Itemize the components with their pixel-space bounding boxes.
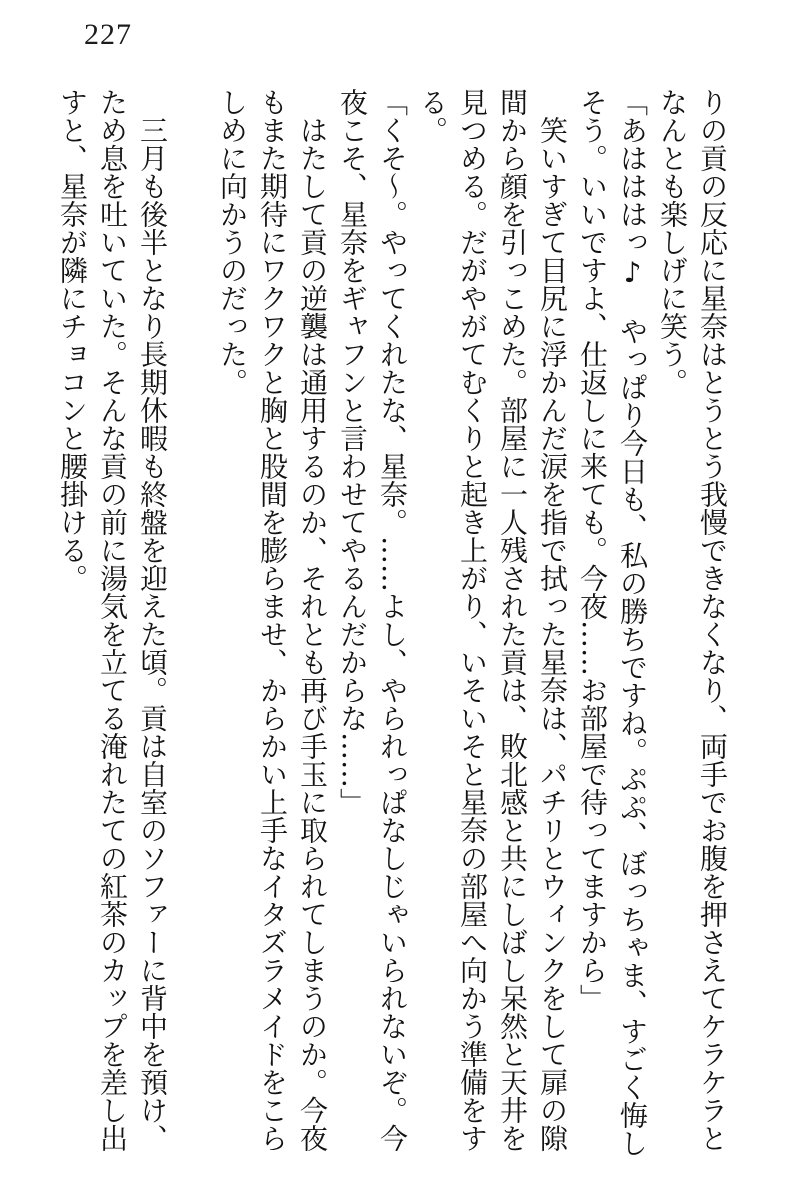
text-block xyxy=(52,88,732,1172)
text-line: すと、星奈が隣にチョコンと腰掛ける。 xyxy=(56,88,89,592)
page-number: 227 xyxy=(84,18,132,51)
text-line: りの貢の反応に星奈はとうとう我慢できなくなり、両手でお腹を押さえてケラケラと xyxy=(696,88,729,1152)
text-line: 「くそ〜。やってくれたな、星奈。……よし、やられっぱなしじゃいられないぞ。今 xyxy=(376,88,409,1152)
text-line: る。 xyxy=(416,88,449,144)
text-line: 夜こそ、星奈をギャフンと言わせてやるんだからな……」 xyxy=(336,88,369,816)
text-line: 「あはははっ♪ やっぱり今日も、私の勝ちですね。ぷぷ、ぼっちゃま、すごく悔し xyxy=(616,88,649,1157)
text-line: 笑いすぎて目尻に浮かんだ涙を指で拭った星奈は、パチリとウィンクをして扉の隙 xyxy=(536,88,569,1152)
text-line: もまた期待にワクワクと胸と股間を膨らませ、からかい上手なイタズラメイドをこら xyxy=(256,88,289,1152)
text-line: なんとも楽しげに笑う。 xyxy=(656,88,689,396)
text-line: しめに向かうのだった。 xyxy=(216,88,249,396)
text-line: はたして貢の逆襲は通用するのか、それとも再び手玉に取られてしまうのか。今夜 xyxy=(296,88,329,1152)
text-line: そう。いいですよ、仕返しに来ても。今夜……お部屋で待ってますから」 xyxy=(576,88,609,1012)
text-line: ため息を吐いていた。そんな貢の前に湯気を立てる淹れたての紅茶のカップを差し出 xyxy=(96,88,129,1152)
text-line: 間から顔を引っこめた。部屋に一人残された貢は、敗北感と共にしばし呆然と天井を xyxy=(496,88,529,1152)
text-line: 三月も後半となり長期休暇も終盤を迎えた頃。貢は自室のソファーに背中を預け、 xyxy=(136,88,169,1152)
text-line: 見つめる。だがやがてむくりと起き上がり、いそいそと星奈の部屋へ向かう準備をす xyxy=(456,88,489,1152)
paragraph-separator xyxy=(172,88,212,1172)
